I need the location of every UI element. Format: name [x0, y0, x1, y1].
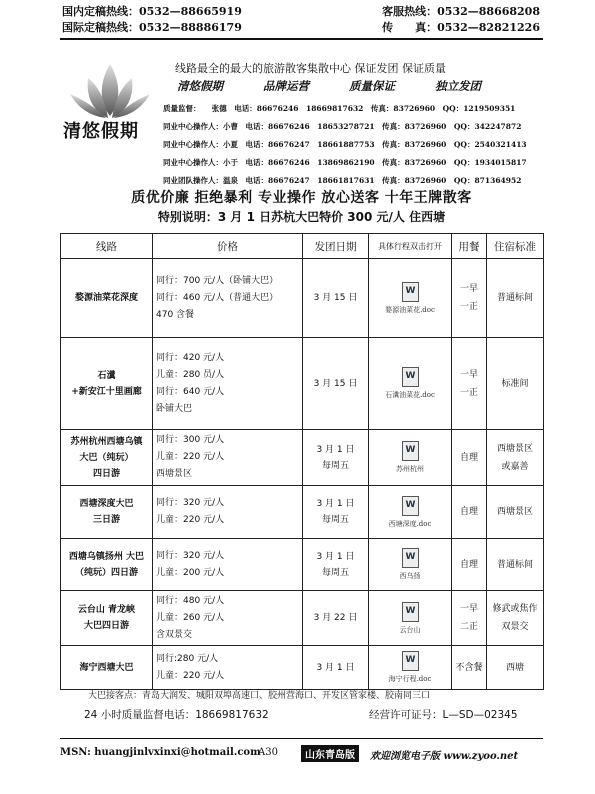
column-header: 具体行程双击打开	[369, 234, 452, 259]
word-document-icon[interactable]	[402, 282, 419, 302]
price-cell-line: 含双景交	[156, 629, 193, 640]
stay-cell	[487, 591, 544, 646]
special-note: 特别说明：3 月 1 日苏杭大巴特价 300 元/人 住西塘	[157, 210, 446, 224]
column-header: 价格	[153, 234, 303, 259]
price-cell	[153, 486, 303, 539]
price-cell-line: 儿童：220 元/人	[156, 452, 225, 462]
meal-cell	[452, 646, 487, 690]
doc-filename: 云台山	[399, 625, 421, 634]
stay-cell	[487, 539, 544, 591]
header-divider	[60, 38, 543, 40]
route-cell-line: 婺源油菜花深度	[74, 293, 138, 303]
pillar: 质量保证	[349, 79, 395, 93]
table-row	[61, 430, 544, 486]
meal-cell-line: 自理	[459, 507, 478, 517]
price-cell-line: 儿童：280 员/人	[156, 369, 225, 380]
date-cell-line: 每周五	[321, 567, 349, 578]
column-header: 用餐	[452, 234, 487, 259]
table-row	[61, 591, 544, 646]
meal-cell	[452, 539, 487, 591]
domestic-hotline: 国内定稿热线：0532—88665919	[62, 5, 242, 18]
route-cell-line: 海宁西塘大巴	[79, 662, 134, 673]
stay-cell	[487, 259, 544, 338]
table-row	[61, 539, 544, 591]
route-cell	[61, 591, 153, 646]
price-cell-line: 同行：320 元/人	[156, 498, 225, 508]
page-number: A30	[258, 747, 278, 758]
contact-row: 同业团队操作人：温泉 电话：86676247 18661817631 传真：83726960 QQ：871364952	[163, 176, 522, 185]
date-cell-line: 3 月 1 日	[316, 499, 355, 509]
route-cell-line: 大巴（纯玩）	[79, 452, 134, 463]
meal-cell-line: 一正	[459, 302, 478, 312]
slogan: 线路最全的最大的旅游散客集散中心 保证发团 保证质量	[175, 62, 446, 75]
doc-filename: 石瀵油菜花.doc	[385, 391, 435, 399]
page-footer	[60, 747, 543, 762]
date-cell	[303, 430, 369, 486]
itinerary-doc[interactable]	[369, 486, 452, 539]
msn-contact[interactable]: MSN: huangjinlvxinxi@hotmail.com	[60, 747, 261, 758]
price-cell	[153, 591, 303, 646]
pickup-points: 大巴接客点：青岛大润发、城阳双埠高速口、胶州营海口、开发区管家楼、胶南同三口	[88, 691, 431, 701]
date-cell	[303, 646, 369, 690]
license-number: 经营许可证号：L—SD—02345	[369, 709, 518, 721]
logo-text: 清悠假期	[63, 121, 139, 142]
meal-cell-line: 一正	[459, 387, 478, 398]
stay-cell	[487, 338, 544, 430]
word-document-icon[interactable]	[402, 651, 419, 671]
table-row	[61, 486, 544, 539]
table-row	[61, 338, 544, 430]
column-header: 线路	[61, 234, 153, 259]
itinerary-doc[interactable]	[369, 259, 452, 338]
meal-cell-line: 自理	[459, 452, 478, 463]
pillar: 品牌运营	[263, 79, 309, 93]
doc-filename: 西乌扬	[399, 572, 421, 580]
stay-cell-line: 标准间	[501, 378, 529, 389]
stay-cell-line: 西塘景区	[496, 507, 533, 517]
international-hotline: 国际定稿热线：0532—88886179	[62, 21, 242, 34]
itinerary-doc[interactable]	[369, 430, 452, 486]
route-cell-line: 云台山 青龙峡	[77, 605, 136, 615]
price-cell-line: 儿童：220 元/人	[156, 515, 225, 525]
route-cell-line: （纯玩）四日游	[74, 567, 138, 578]
date-cell-line: 3 月 15 日	[313, 378, 358, 389]
meal-cell	[452, 430, 487, 486]
route-cell-line: 三日游	[92, 515, 120, 525]
itinerary-doc[interactable]	[369, 591, 452, 646]
website-link[interactable]: 欢迎浏览电子版 www.zyoo.net	[370, 751, 519, 762]
date-cell	[303, 259, 369, 338]
price-cell-line: 同行：480 元/人	[156, 595, 225, 606]
price-cell-line: 同行：420 元/人	[156, 352, 225, 363]
contact-row: 同业中心操作人：小曹 电话：86676246 18653278721 传真：83726960 QQ：342247872	[163, 122, 522, 131]
date-cell	[303, 539, 369, 591]
stay-cell-line: 普通标间	[496, 559, 533, 570]
meal-cell	[452, 338, 487, 430]
route-cell	[61, 430, 153, 486]
contact-list	[163, 100, 583, 190]
doc-filename: 海宁行程.doc	[388, 675, 432, 683]
headline: 质优价廉 拒绝暴利 专业操作 放心送客 十年王牌散客	[131, 190, 472, 206]
price-cell	[153, 539, 303, 591]
table-header-row	[61, 234, 544, 259]
itinerary-doc[interactable]	[369, 646, 452, 690]
doc-filename: 西塘深度.doc	[388, 519, 432, 528]
itinerary-doc[interactable]	[369, 338, 452, 430]
route-cell	[61, 539, 153, 591]
route-cell	[61, 486, 153, 539]
price-cell-line: 卧铺大巴	[156, 403, 193, 414]
stay-cell	[487, 646, 544, 690]
meal-cell	[452, 591, 487, 646]
brand-pillars	[177, 78, 527, 94]
route-cell	[61, 259, 153, 338]
stay-cell-line: 或嘉善	[501, 461, 529, 472]
route-cell-line: 石瀵	[97, 370, 116, 381]
meal-cell-line: 自理	[459, 559, 478, 570]
date-cell-line: 每周五	[321, 515, 349, 525]
price-cell-line: 儿童：200 元/人	[156, 567, 225, 578]
table-row	[61, 259, 544, 338]
table-row	[61, 646, 544, 690]
price-cell-line: 同行：320 元/人	[156, 550, 225, 561]
route-table	[60, 233, 544, 690]
pillar: 独立发团	[435, 79, 481, 93]
price-cell-line: 470 含餐	[156, 309, 195, 320]
price-cell	[153, 338, 303, 430]
stay-cell-line: 双景交	[501, 622, 529, 632]
price-cell	[153, 259, 303, 338]
date-cell-line: 3 月 1 日	[316, 444, 355, 455]
meal-cell	[452, 486, 487, 539]
date-cell	[303, 486, 369, 539]
stay-cell-line: 修武或焦作	[492, 604, 538, 614]
footer-divider	[60, 738, 543, 739]
price-cell-line: 同行：300 元/人	[156, 435, 225, 445]
stay-cell	[487, 430, 544, 486]
route-cell-line: 西塘乌镇扬州 大巴	[68, 551, 145, 562]
contact-row: 质量监督： 张德 电话：86676246 18669817632 传真：83726960 QQ：1219509351	[163, 104, 516, 113]
word-document-icon[interactable]	[402, 496, 419, 516]
date-cell-line: 3 月 22 日	[313, 613, 358, 623]
price-cell-line: 同行：700 元/人（卧铺大巴）	[156, 275, 279, 286]
stay-cell	[487, 486, 544, 539]
meal-cell	[452, 259, 487, 338]
date-cell-line: 3 月 1 日	[316, 551, 355, 562]
price-cell-line: 同行:280 元/人	[156, 653, 219, 664]
meal-cell-line: 一早	[459, 284, 478, 294]
pillar: 清悠假期	[177, 79, 223, 93]
meal-cell-line: 一早	[459, 604, 478, 614]
stay-cell-line: 西塘	[505, 662, 524, 673]
meal-cell-line: 不含餐	[455, 662, 483, 673]
service-hotline: 客服热线：0532—88668208	[382, 5, 540, 18]
stay-cell-line: 普通标间	[496, 293, 533, 303]
edition-badge: 山东青岛版	[301, 745, 359, 762]
meal-cell-line: 一早	[459, 369, 478, 380]
column-header: 住宿标准	[487, 234, 544, 259]
price-cell	[153, 646, 303, 690]
price-cell-line: 儿童：260 元/人	[156, 612, 225, 623]
price-cell-line: 儿童：220 元/人	[156, 670, 225, 681]
route-cell-line: 四日游	[92, 468, 120, 479]
stay-cell-line: 西塘景区	[496, 443, 533, 454]
contact-row: 同业中心操作人：小于 电话：86676246 13869862190 传真：83726960 QQ：1934015817	[163, 158, 527, 167]
doc-filename: 婺源油菜花.doc	[385, 305, 435, 314]
date-cell-line: 3 月 1 日	[316, 662, 355, 673]
column-header: 发团日期	[303, 234, 369, 259]
date-cell-line: 3 月 15 日	[313, 293, 358, 303]
price-cell	[153, 430, 303, 486]
quality-hotline: 24 小时质量监督电话：18669817632	[84, 709, 269, 721]
price-cell-line: 同行：640 元/人	[156, 386, 225, 397]
word-document-icon[interactable]	[402, 548, 419, 568]
date-cell	[303, 591, 369, 646]
doc-filename: 苏州杭州	[396, 465, 424, 473]
date-cell	[303, 338, 369, 430]
meal-cell-line: 二正	[459, 622, 478, 632]
itinerary-doc[interactable]	[369, 539, 452, 591]
price-cell-line: 同行：460 元/人（普通大巴）	[156, 292, 279, 303]
word-document-icon[interactable]	[402, 441, 419, 461]
word-document-icon[interactable]	[402, 367, 419, 387]
fax-number: 传 真：0532—82821226	[382, 21, 540, 34]
route-cell	[61, 338, 153, 430]
route-cell-line: 大巴四日游	[83, 621, 129, 631]
date-cell-line: 每周五	[321, 460, 349, 471]
word-document-icon[interactable]	[402, 602, 419, 622]
price-cell-line: 西塘景区	[156, 469, 193, 479]
hotline-row	[84, 707, 518, 722]
route-cell	[61, 646, 153, 690]
route-cell-line: 苏州杭州西塘乌镇	[70, 436, 143, 447]
contact-row: 同业中心操作人：小夏 电话：86676247 18661887753 传真：83726960 QQ：2540321413	[163, 140, 527, 149]
route-cell-line: +新安江十里画廊	[71, 386, 142, 397]
route-cell-line: 西塘深度大巴	[79, 499, 134, 509]
